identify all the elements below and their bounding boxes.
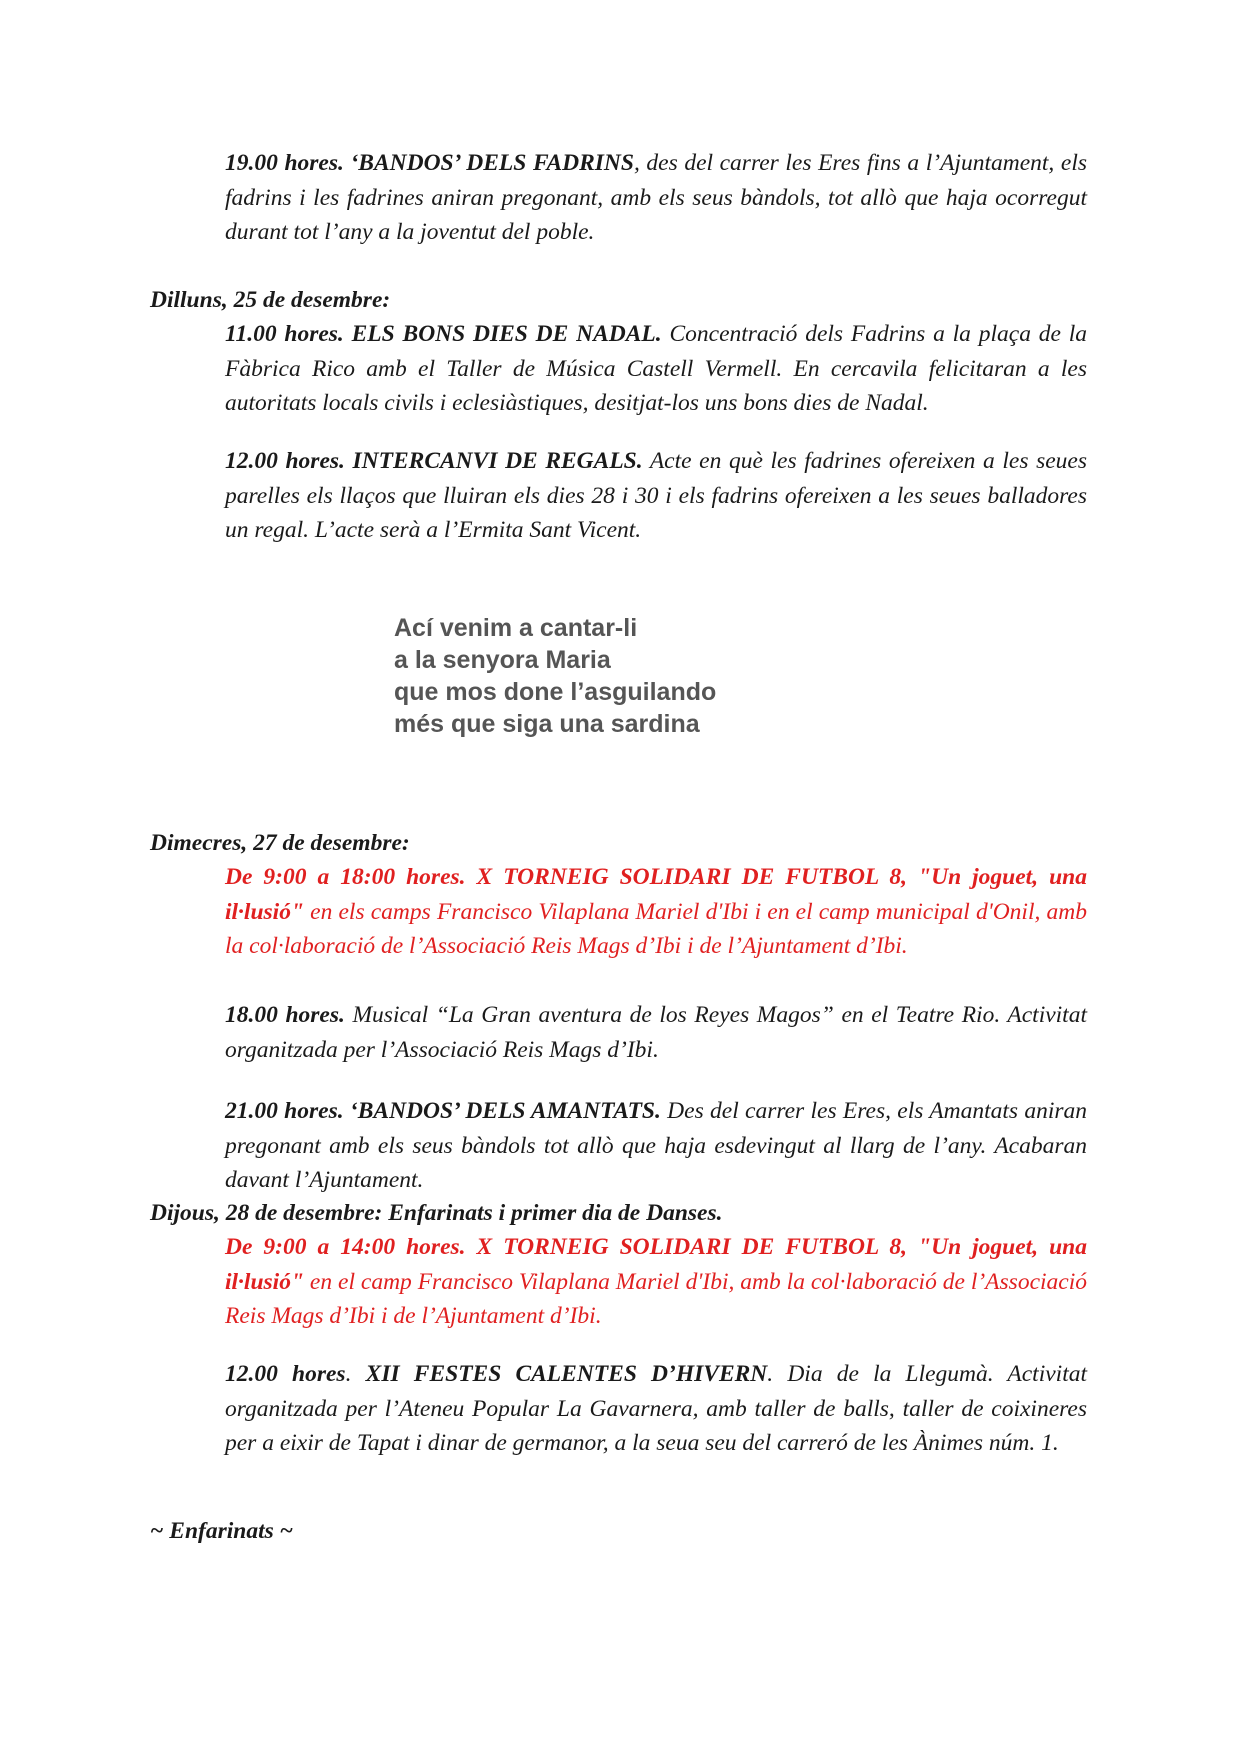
event-torneig-futbol-28 — [225, 1230, 1087, 1334]
event-time: 12.00 hores. — [225, 448, 345, 474]
event-time: 18.00 hores. — [225, 1002, 345, 1028]
verse-line: més que siga una sardina — [394, 710, 700, 738]
event-description: en els camps Francisco Vilaplana Mariel d'Ibi i en el camp municipal d'Onil, amb la col·laboració de l’Associació Reis Mags d’Ibi i de l’Ajuntament d’Ibi. — [225, 898, 1087, 959]
verse-line: a la senyora Maria — [394, 646, 611, 674]
verse-block — [394, 612, 716, 740]
verse-line: que mos done l’asguilando — [394, 678, 717, 706]
event-title: De 9:00 a 14:00 hores. X TORNEIG SOLIDARI DE FUTBOL 8, "Un joguet, una il·lusió" — [225, 1234, 1087, 1295]
event-title: XII FESTES CALENTES D’HIVERN — [365, 1361, 768, 1387]
day-heading-25: Dilluns, 25 de desembre: — [150, 287, 391, 313]
section-footer-enfarinats: ~ Enfarinats ~ — [150, 1518, 294, 1544]
event-title: ELS BONS DIES DE NADAL. — [351, 321, 662, 347]
event-title: INTERCANVI DE REGALS. — [352, 448, 643, 474]
day-heading-27: Dimecres, 27 de desembre: — [150, 830, 410, 856]
event-festes-calentes — [225, 1357, 1087, 1461]
event-title: De 9:00 a 18:00 hores. X TORNEIG SOLIDARI DE FUTBOL 8, "Un joguet, una il·lusió" — [225, 864, 1087, 925]
event-description: Des del carrer les Eres, els Amantats aniran pregonant amb els seus bàndols tot allò que haja esdevingut al llarg de l’any. Acabaran davant l’Ajuntament. — [225, 1098, 1087, 1193]
event-description: . Dia de la Llegumà. Activitat organitzada per l’Ateneu Popular La Gavarnera, amb taller de balls, taller de coixineres per a eixir de Tapat i dinar de germanor, a la seua seu del carreró de les Ànimes núm. 1. — [225, 1361, 1087, 1456]
event-bandos-fadrins — [225, 146, 1087, 250]
verse-line: Ací venim a cantar-li — [394, 614, 638, 642]
event-time: 12.00 hores — [225, 1361, 346, 1387]
event-description: en el camp Francisco Vilaplana Mariel d'Ibi, amb la col·laboració de l’Associació Reis Mags d’Ibi i de l’Ajuntament d’Ibi. — [225, 1268, 1087, 1329]
event-description: , des del carrer les Eres fins a l’Ajuntament, els fadrins i les fadrines aniran pregonant, amb els seus bàndols, tot allò que haja ocorregut durant tot l’any a la joventut del poble. — [225, 150, 1087, 245]
event-torneig-futbol-27 — [225, 860, 1087, 964]
event-bons-dies — [225, 317, 1087, 421]
event-title: ‘BANDOS’ DELS AMANTATS. — [349, 1098, 661, 1124]
event-musical — [225, 998, 1087, 1067]
event-intercanvi-regals — [225, 444, 1087, 548]
event-description: Musical “La Gran aventura de los Reyes Magos” en el Teatre Rio. Activitat organitzada per l’Associació Reis Mags d’Ibi. — [225, 1002, 1087, 1063]
event-title: ‘BANDOS’ DELS FADRINS — [350, 150, 634, 176]
event-time: 19.00 hores. — [225, 150, 344, 176]
event-time: 11.00 hores. — [225, 321, 344, 347]
event-separator: . — [345, 1361, 366, 1387]
event-bandos-amantats — [225, 1094, 1087, 1198]
event-description: Concentració dels Fadrins a la plaça de la Fàbrica Rico amb el Taller de Música Castell Vermell. En cercavila felicitaran a les autoritats locals civils i eclesiàstiques, desitjat-los uns bons dies de Nadal. — [225, 321, 1088, 416]
event-time: 21.00 hores. — [225, 1098, 344, 1124]
day-heading-28: Dijous, 28 de desembre: Enfarinats i primer dia de Danses. — [150, 1200, 723, 1226]
event-description: Acte en què les fadrines ofereixen a les seues parelles els llaços que lluiran els dies 28 i 30 i els fadrins ofereixen a les seues balladores un regal. L’acte serà a l’Ermita Sant Vicent. — [225, 448, 1087, 543]
